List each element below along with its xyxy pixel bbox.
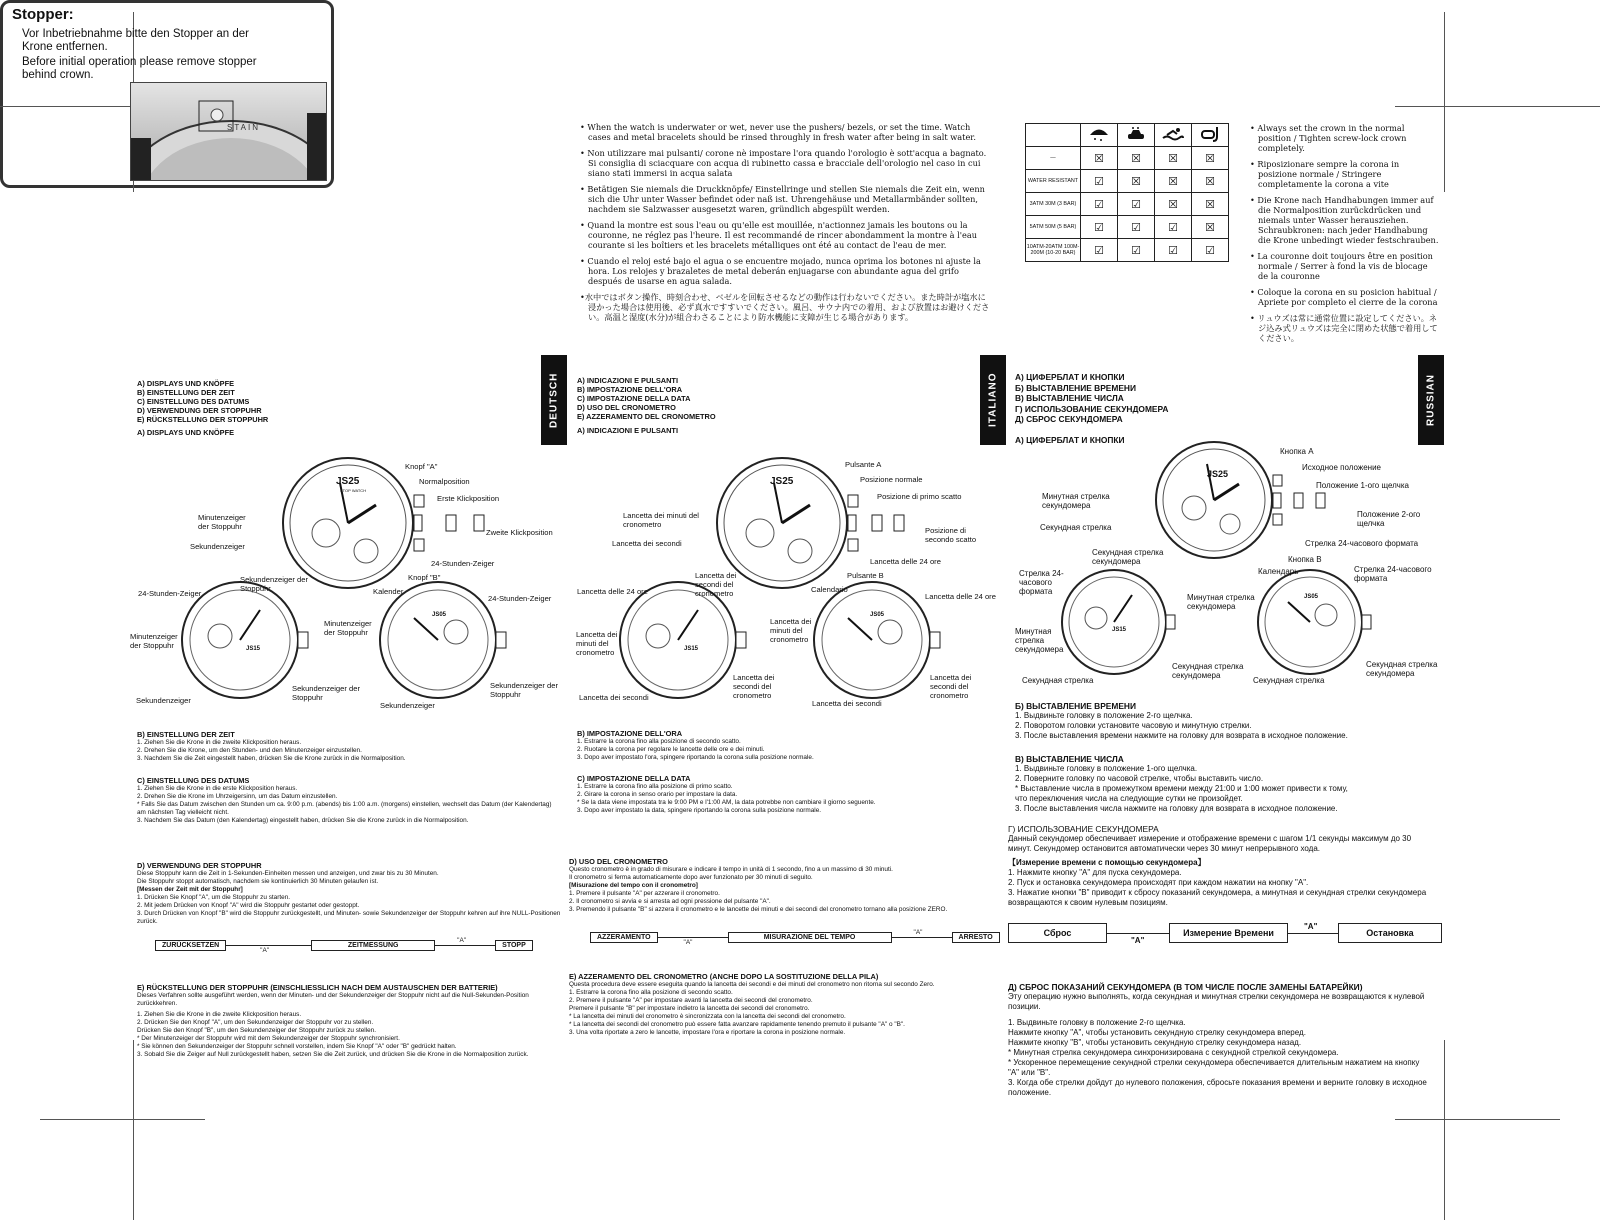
label-min-strelka-2: Минутная стрелка секундомера bbox=[1187, 593, 1255, 611]
label-sek: Sekundenzeiger bbox=[190, 542, 245, 551]
wr-cell: ☑ bbox=[1081, 239, 1118, 262]
wr-cell: ☑ bbox=[1081, 170, 1118, 193]
crown-note-es: • Coloque la corona en su posicion habitual / Apriete por completo el cierre de la corona bbox=[1250, 287, 1438, 307]
ru-a-head: А) ЦИФЕРБЛАТ И КНОПКИ bbox=[1015, 435, 1125, 445]
label-lancetta-sec-3: Lancetta dei secondi bbox=[812, 699, 882, 708]
ru-section-e: Д) СБРОС ПОКАЗАНИЙ СЕКУНДОМЕРА (В ТОМ ЧИСЛЕ ПОСЛЕ ЗАМЕНЫ БАТАРЕЙКИ) Эту операцию нужно выполнять, когда секундная и минутная стрелки секундомера не возвращаются к нулевой позиции. 1. Выдвиньте головку в положение 2-го щелчка. Нажмите кнопку "А", чтобы установить секундную стрелку секундомера вперед. Нажмите кнопку "В", чтобы установить секундную стрелку секундомера назад. * Минутная стрелка секундомера синхронизирована с секундной стрелкой секундомера. * Ускоренное перемещение секундной стрелки секундомера обеспечивается длительным нажатием на кнопку "А" или "В". 3. Когда обе стрелки дойдут до нулевого положения, сбросьте показания времени и верните головку в исходное положение. bbox=[1008, 982, 1427, 1097]
label-calendario: Calendario bbox=[811, 585, 848, 594]
flow-reset: ZURÜCKSETZEN bbox=[155, 940, 226, 951]
label-pos-normale: Posizione normale bbox=[860, 475, 923, 484]
watch-brand: JS25 bbox=[770, 476, 794, 487]
flow-key: "A" bbox=[683, 939, 693, 946]
crop-mark bbox=[1444, 1040, 1445, 1220]
label-normal: Normalposition bbox=[419, 477, 470, 486]
label-sek-strelka-3: Секундная стрелка bbox=[1253, 676, 1325, 685]
crop-mark bbox=[1395, 106, 1600, 107]
crown-note-de: • Die Krone nach Handhabungen immer auf die Normalposition zurückdrücken und niemals unter Wasser herausziehen. Schraubkronen: nach jeder Handhabung die Krone unbedingt wieder festschrauben. bbox=[1250, 195, 1439, 245]
wr-row-label: 10ATM-20ATM 100M-200M (10-20 BAR) bbox=[1026, 239, 1081, 262]
wr-cell: ☑ bbox=[1081, 216, 1118, 239]
watch-photo bbox=[130, 82, 327, 181]
wr-cell: ☒ bbox=[1192, 216, 1229, 239]
note-en: • When the watch is underwater or wet, never use the pushers/ bezels, or set the time. Watch cases and metal bracelets should be rinsed throughly in fresh water after being in salt water. bbox=[580, 122, 976, 142]
label-lancetta-sec-crono-3: Lancetta dei secondi del cronometro bbox=[930, 673, 972, 700]
crown-note-ja: • リュウズは常に通常位置に設定してください。ネジ込み式リュウズは完全に閉めた状態で着用してください。 bbox=[1250, 313, 1438, 343]
label-ishodnoe: Исходное положение bbox=[1302, 463, 1381, 472]
de-stopwatch-flow bbox=[155, 937, 533, 954]
wr-cell: ☒ bbox=[1192, 147, 1229, 170]
label-24h-b: 24-Stunden-Zeiger bbox=[138, 589, 202, 598]
crown-note-fr: • La couronne doit toujours être en position normale / Serrer à fond la vis de blocage de la couronne bbox=[1250, 251, 1433, 281]
label-lancetta-secondi: Lancetta dei secondi bbox=[612, 539, 682, 548]
label-lancetta-sec-2: Lancetta dei secondi bbox=[579, 693, 649, 702]
wr-cell: ☒ bbox=[1118, 170, 1155, 193]
it-a-head: A) INDICAZIONI E PULSANTI bbox=[577, 426, 679, 435]
water-notes bbox=[580, 122, 990, 328]
label-24h: 24-Stunden-Zeiger bbox=[431, 559, 495, 568]
note-it: • Non utilizzare mai pulsanti/ corone nè impostare l'ora quando l'orologio è sott'acqua a bagnato. Si consiglia di sciacquare con acqua di rubinetto cassa e bracciale dell'orologio nel caso in cui siano stati immersi in acqua salata bbox=[580, 148, 987, 178]
label-zweite: Zweite Klickposition bbox=[486, 528, 553, 537]
rain-icon bbox=[1081, 124, 1118, 147]
swimming-icon bbox=[1155, 124, 1192, 147]
label-sek-stop-3: Sekundenzeiger der Stoppuhr bbox=[490, 681, 558, 699]
watch-brand: JS25 bbox=[1207, 469, 1229, 479]
it-toc: A) INDICAZIONI E PULSANTI B) IMPOSTAZIONE DELL'ORA C) IMPOSTAZIONE DELLA DATA D) USO DEL CRONOMETRO E) AZZERAMENTO DEL CRONOMETRO bbox=[577, 376, 716, 421]
flow-measure: ZEITMESSUNG bbox=[311, 940, 435, 951]
label-lancetta-24-b: Lancetta delle 24 ore bbox=[577, 587, 648, 596]
de-section-d: D) VERWENDUNG DER STOPPUHR Diese Stoppuhr kann die Zeit in 1-Sekunden-Einheiten messen und anzeigen, und zwar bis zu 30 Minuten. Die Stoppuhr stoppt automatisch, nachdem sie kontinuierlich 30 Minuten gelaufen ist. [Messen der Zeit mit der Stoppuhr] 1. Drücken Sie Knopf "A", um die Stoppuhr zu starten. 2. Mit jedem Drücken von Knopf "A" wird die Stoppuhr gestartet oder gestoppt. 3. Durch Drücken von Knopf "B" wird die Stoppuhr zurückgestellt, und Minuten- sowie Sekundenzeiger der Stoppuhr kehren auf ihre NULL-Positionen zurück. bbox=[137, 861, 561, 925]
tab-deutsch: DEUTSCH bbox=[541, 355, 567, 445]
label-strelka-24-b: Стрелка 24-часового формата bbox=[1019, 569, 1064, 596]
flow-stop: ARRESTO bbox=[952, 932, 1000, 943]
stopper-title: Stopper: bbox=[12, 6, 74, 23]
note-fr: • Quand la montre est sous l'eau ou qu'elle est mouillée, n'actionnez jamais les boutons ou la couronne, ne réglez pas l'heure. Il est recommandé de rincer abondamment la montre à l'eau courante si les boîtiers et les bracelets métalliques ont été au contact de l'eau de mer. bbox=[580, 220, 978, 250]
wr-row-label: 5ATM 50M (5 BAR) bbox=[1026, 216, 1081, 239]
it-section-c: C) IMPOSTAZIONE DELLA DATA 1. Estrarre la corona fino alla posizione di primo scatto. 2. Girare la corona in senso orario per impostare la data. * Se la data viene impostata tra le 9:00 PM e l'1:00 AM, la data potrebbe non cambiare il giorno seguente. 3. Dopo aver impostato la data, spingere riportando la corona sulla posizione normale. bbox=[577, 774, 876, 814]
it-stopwatch-flow bbox=[590, 929, 1000, 946]
wr-cell: ☑ bbox=[1155, 216, 1192, 239]
flow-measure: MISURAZIONE DEL TEMPO bbox=[728, 932, 892, 943]
it-section-e: E) AZZERAMENTO DEL CRONOMETRO (ANCHE DOPO LA SOSTITUZIONE DELLA PILA) Questa procedura deve essere eseguita quando la lancetta dei secondi e dei minuti del cronometro non ritorna sul secondo Zero. 1. Estrarre la corona fino alla posizione di secondo scatto. 2. Premere il pulsante "A" per impostare avanti la lancetta dei secondi del cronometro. Premere il pulsante "B" per impostare indietro la lancetta dei secondi del cronometro. * La lancetta dei minuti del cronometro è sincronizzata con la lancetta dei secondi del cronometro. * La lancetta dei secondi del cronometro può essere fatta avanzare rapidamente tenendo premuto il pulsante "A" o "B". 3. Una volta riportate a zero le lancette, impostare l'ora e riportare la corona in posizione normale. bbox=[569, 972, 935, 1036]
label-sek-strelka-sek: Секундная стрелка секундомера bbox=[1092, 548, 1164, 566]
label-pos-1: Положение 1-ого щелчка bbox=[1316, 481, 1409, 490]
label-min-stop: Minutenzeiger der Stoppuhr bbox=[198, 513, 246, 531]
label-sek-strelka-sek-3: Секундная стрелка секундомера bbox=[1366, 660, 1438, 678]
flow-key: "A" bbox=[1304, 921, 1318, 931]
label-lancetta-24: Lancetta delle 24 ore bbox=[870, 557, 941, 566]
wr-cell: ☒ bbox=[1192, 170, 1229, 193]
watch-brand-small: JS15 bbox=[246, 646, 261, 652]
snorkel-icon bbox=[1192, 124, 1229, 147]
wr-cell: ☒ bbox=[1155, 170, 1192, 193]
wr-row-label: 3ATM 30M (3 BAR) bbox=[1026, 193, 1081, 216]
wr-cell: ☑ bbox=[1118, 193, 1155, 216]
label-lancetta-24-c: Lancetta delle 24 ore bbox=[925, 592, 996, 601]
flow-key: "A" bbox=[260, 947, 269, 954]
flow-stop: Остановка bbox=[1338, 923, 1442, 943]
stopper-card bbox=[0, 0, 334, 188]
label-sek-stop: Sekundenzeiger der Stoppuhr bbox=[240, 575, 308, 593]
label-secondo-scatto: Posizione di secondo scatto bbox=[925, 526, 977, 544]
ru-stopwatch-flow bbox=[1008, 923, 1442, 943]
flow-measure: Измерение Времени bbox=[1169, 923, 1288, 943]
label-lancetta-min-2: Lancetta dei minuti del cronometro bbox=[770, 617, 812, 644]
label-sek-2: Sekundenzeiger bbox=[136, 696, 191, 705]
watch-brand-small: JS15 bbox=[684, 646, 699, 652]
label-lancetta-min-3: Lancetta dei minuti del cronometro bbox=[576, 630, 618, 657]
note-ja: •水中ではボタン操作、時刻合わせ、ベゼルを回転させるなどの動作は行わないでください。また時計が塩水に浸かった場合は使用後、必ず真水ですすいでください。風呂、サウナ内での着用、および放置はお避けください。高温と湿度(水分)が組合わさることにより防水機能に支障が生じる場合があります。 bbox=[580, 292, 990, 322]
label-lancetta-minuti: Lancetta dei minuti del cronometro bbox=[623, 511, 699, 529]
label-min-strelka: Минутная стрелка секундомера bbox=[1042, 492, 1110, 510]
flow-reset: AZZERAMENTO bbox=[590, 932, 658, 943]
wr-row-label: — bbox=[1026, 147, 1081, 170]
label-knopf-b: Knopf "B" bbox=[408, 573, 441, 582]
flow-reset: Сброс bbox=[1008, 923, 1107, 943]
label-min-stop-2: Minutenzeiger der Stoppuhr bbox=[324, 619, 372, 637]
flow-stop: STOPP bbox=[495, 940, 533, 951]
label-strelka-24: Стрелка 24-часового формата bbox=[1305, 539, 1419, 548]
wr-cell: ☑ bbox=[1118, 239, 1155, 262]
de-a-head: A) DISPLAYS UND KNÖPFE bbox=[137, 428, 235, 437]
label-sek-strelka: Секундная стрелка bbox=[1040, 523, 1112, 532]
car-wash-icon bbox=[1118, 124, 1155, 147]
stopper-text-de: Vor Inbetriebnahme bitte den Stopper an der Krone entfernen. bbox=[22, 28, 249, 53]
crop-mark bbox=[40, 1119, 205, 1120]
wr-cell: ☒ bbox=[1155, 147, 1192, 170]
note-es: • Cuando el reloj esté bajo el agua o se encuentre mojado, nunca oprima los botones ni ajuste la hora. Los relojes y brazaletes de metal deberán enjuagarse con abundante agua del grifo después de usarse en agua salada. bbox=[580, 256, 981, 286]
label-primo-scatto: Posizione di primo scatto bbox=[877, 492, 962, 501]
watch-brand: JS25 bbox=[336, 476, 360, 487]
watch-brand-small: JS05 bbox=[432, 612, 447, 618]
label-strelka-24-c: Стрелка 24-часового формата bbox=[1354, 565, 1432, 583]
label-sek-stop-2: Sekundenzeiger der Stoppuhr bbox=[292, 684, 360, 702]
label-pulsante-b: Pulsante B bbox=[847, 571, 884, 580]
label-min-stop-3: Minutenzeiger der Stoppuhr bbox=[130, 632, 178, 650]
ru-section-d: Г) ИСПОЛЬЗОВАНИЕ СЕКУНДОМЕРА Данный секундомер обеспечивает измерение и отображение времени с шагом 1/1 секунды максимум до 30 минут. Секундомер остановится автоматически через 30 минут непрерывного хода. 【Измерение времени с помощью секундомера】 1. Нажмите кнопку "А" для пуска секундомера. 2. Пуск и остановка секундомера происходят при каждом нажатии на кнопку "А". 3. Нажатие кнопки "В" приводит к сбросу показаний секундомера, а минутная и секундная стрелки секундомера возвращаются к своим нулевым позициям. bbox=[1008, 824, 1427, 907]
label-kalendar: Календарь bbox=[1258, 567, 1299, 576]
label-erste: Erste Klickposition bbox=[437, 494, 500, 503]
de-section-c: C) EINSTELLUNG DES DATUMS 1. Ziehen Sie die Krone in die erste Klickposition heraus. 2. Drehen Sie die Krone im Uhrzeigersinn, um das Datum einzustellen. * Falls Sie das Datum zwischen den Stunden um ca. 9:00 p.m. (abends) bis 1:00 a.m. (morgens) einstellen, wechselt das Datum (der Kalendertag) am nächsten Tag vielleicht nicht. 3. Nachdem Sie das Datum (den Kalendertag) eingestellt haben, drücken Sie die Krone zurück in die Normalposition. bbox=[137, 776, 552, 824]
label-sek-3: Sekundenzeiger bbox=[380, 701, 435, 710]
de-section-b: B) EINSTELLUNG DER ZEIT 1. Ziehen Sie die Krone in die zweite Klickposition heraus. 2. Drehen Sie die Krone, um den Stunden- und den Minutenzeiger einzustellen. 3. Nachdem Sie die Zeit eingestellt haben, drücken Sie die Krone zurück in die Normalposition. bbox=[137, 730, 406, 762]
it-section-b: B) IMPOSTAZIONE DELL'ORA 1. Estrarre la corona fino alla posizione di secondo scatto. 2. Ruotare la corona per regolare le lancette delle ore e dei minuti. 3. Dopo aver impostato l'ora, spingere riportando la corona sulla posizione normale. bbox=[577, 729, 814, 761]
label-min-strelka-3: Минутная стрелка секундомера bbox=[1015, 627, 1064, 654]
water-resistance-table bbox=[1025, 123, 1229, 262]
ru-section-b: Б) ВЫСТАВЛЕНИЕ ВРЕМЕНИ 1. Выдвиньте головку в положение 2-го щелчка. 2. Поворотом головки установите часовую и минутную стрелки. 3. После выставления времени нажмите на головку для возврата в исходное положение. bbox=[1015, 701, 1348, 740]
crop-mark bbox=[1395, 1119, 1560, 1120]
wr-cell: ☑ bbox=[1155, 239, 1192, 262]
watch-brand-small: JS05 bbox=[1304, 594, 1319, 600]
label-pulsante-a: Pulsante A bbox=[845, 460, 882, 469]
crown-note-it: • Riposizionare sempre la corona in posizione normale / Stringere completamente la corona a vite bbox=[1250, 159, 1400, 189]
wr-cell: ☑ bbox=[1118, 216, 1155, 239]
label-knopka-b: Кнопка В bbox=[1288, 555, 1322, 564]
wr-cell: ☒ bbox=[1118, 147, 1155, 170]
label-knopf-a: Knopf "A" bbox=[405, 462, 438, 471]
watch-brand-small: JS15 bbox=[1112, 627, 1127, 633]
wr-cell: ☒ bbox=[1081, 147, 1118, 170]
note-de: • Betätigen Sie niemals die Druckknöpfe/ Einstellringe und stellen Sie niemals die Zeit ein, wenn sich die Uhr unter Wasser befindet oder naß ist. Uhrengehäuse und Metallarmbänder sollten, nachdem sie Salzwasser ausgesetzt waren, gründlich abgespült werden. bbox=[580, 184, 985, 214]
label-24h-c: 24-Stunden-Zeiger bbox=[488, 594, 552, 603]
label-lancetta-sec-crono-2: Lancetta dei secondi del cronometro bbox=[733, 673, 775, 700]
flow-key: "A" bbox=[913, 929, 923, 936]
de-toc: A) DISPLAYS UND KNÖPFE B) EINSTELLUNG DER ZEIT C) EINSTELLUNG DES DATUMS D) VERWENDUNG DER STOPPUHR E) RÜCKSTELLUNG DER STOPPUHR bbox=[137, 379, 269, 424]
ru-toc: А) ЦИФЕРБЛАТ И КНОПКИ Б) ВЫСТАВЛЕНИЕ ВРЕМЕНИ В) ВЫСТАВЛЕНИЕ ЧИСЛА Г) ИСПОЛЬЗОВАНИЕ СЕКУНДОМЕРА Д) СБРОС СЕКУНДОМЕРА bbox=[1015, 372, 1169, 424]
ru-section-c: В) ВЫСТАВЛЕНИЕ ЧИСЛА 1. Выдвиньте головку в положение 1-ого щелчка. 2. Поверните головку по часовой стрелке, чтобы выставить число. * Выставление числа в промежутком времени между 21:00 и 1:00 может привести к тому, что переключения числа на следующие сутки не произойдет. 3. После выставления числа нажмите на головку для возврата в исходное положение. bbox=[1015, 754, 1348, 813]
crown-note-en: • Always set the crown in the normal position / Tighten screw-lock crown completely. bbox=[1250, 123, 1407, 153]
wr-cell: ☑ bbox=[1192, 239, 1229, 262]
crop-mark bbox=[1444, 12, 1445, 192]
label-kalender: Kalender bbox=[373, 587, 404, 596]
crop-mark bbox=[133, 1040, 134, 1220]
label-sek-strelka-sek-2: Секундная стрелка секундомера bbox=[1172, 662, 1244, 680]
crown-notes bbox=[1250, 123, 1440, 349]
label-knopka-a: Кнопка А bbox=[1280, 447, 1314, 456]
tab-russian: RUSSIAN bbox=[1418, 355, 1444, 445]
watch-brand-small: JS05 bbox=[870, 612, 885, 618]
wr-cell: ☒ bbox=[1155, 193, 1192, 216]
flow-key: "A" bbox=[457, 937, 466, 944]
label-lancetta-sec-crono: Lancetta dei secondi del cronometro bbox=[695, 571, 737, 598]
flow-key: "A" bbox=[1131, 935, 1145, 945]
label-sek-strelka-2: Секундная стрелка bbox=[1022, 676, 1094, 685]
stopper-text-en: Before initial operation please remove stopper behind crown. bbox=[22, 56, 257, 81]
it-section-d: D) USO DEL CRONOMETRO Questo cronometro è in grado di misurare e indicare il tempo in unità di 1 secondo, fino a un massimo di 30 minuti. Il cronometro si ferma automaticamente dopo aver funzionato per 30 minuti di seguito. [Misurazione del tempo con il cronometro] 1. Premere il pulsante "A" per azzerare il cronometro. 2. Il cronometro si avvia e si arresta ad ogni pressione del pulsante "A". 3. Premendo il pulsante "B" si azzera il cronometro e le lancette dei minuti e dei secondi del cronometro tornano alla posizione ZERO. bbox=[569, 857, 948, 913]
tab-italiano: ITALIANO bbox=[980, 355, 1006, 445]
wr-cell: ☑ bbox=[1081, 193, 1118, 216]
de-section-e: E) RÜCKSTELLUNG DER STOPPUHR (EINSCHLIESSLICH NACH DEM AUSTAUSCHEN DER BATTERIE) Dieses Verfahren sollte ausgeführt werden, wenn der Minuten- und der Sekundenzeiger der Stoppuhr nicht auf die Null-Sekunden-Position zurückkehren. 1. Ziehen Sie die Krone in die zweite Klickposition heraus. 2. Drücken Sie den Knopf "A", um den Sekundenzeiger der Stoppuhr vor zu stellen. Drücken Sie den Knopf "B", um den Sekundenzeiger der Stoppuhr zurück zu stellen. * Der Minutenzeiger der Stoppuhr wird mit dem Sekundenzeiger der Stoppuhr synchronisiert. * Sie können den Sekundenzeiger der Stoppuhr schnell vorstellen, indem Sie Knopf "A" oder "B" gedrückt halten. 3. Sobald Sie die Zeiger auf Null zurückgestellt haben, setzen Sie die Zeit zurück, und drücken Sie die Krone in die Normalposition zurück. bbox=[137, 983, 529, 1058]
wr-row-label: WATER RESISTANT bbox=[1026, 170, 1081, 193]
watch-brand-sub: STOP WATCH bbox=[340, 488, 367, 493]
wr-cell: ☒ bbox=[1192, 193, 1229, 216]
photo-engraving: STAIN bbox=[227, 123, 260, 132]
label-pos-2: Положение 2-ого щелчка bbox=[1357, 510, 1421, 528]
